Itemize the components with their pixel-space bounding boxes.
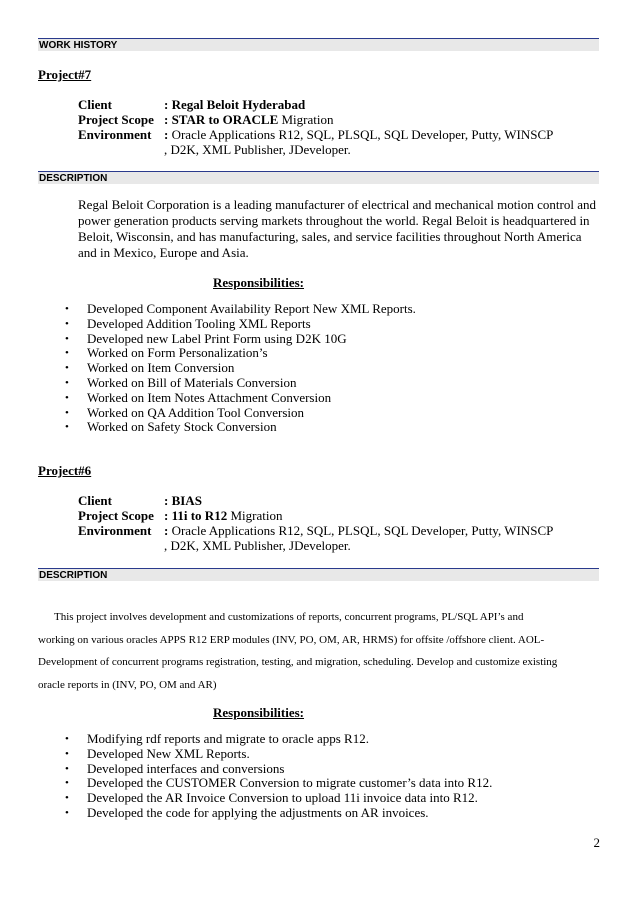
environment-value: Oracle Applications R12, SQL, PLSQL, SQL Developer, Putty, WINSCP (171, 523, 554, 538)
list-item: • Developed Component Availability Report New XML Reports. (62, 302, 416, 317)
project-7-description: Regal Beloit Corporation is a leading manufacturer of electrical and mechanical motion control and power generation products serving markets throughout the world. Regal Beloit is headquartered in Beloit, Wisconsin, and has manufacturing, sales, and service facilities throughout North America and in Mexico, Europe and Asia. (78, 197, 597, 260)
client-value: : Regal Beloit Hyderabad (164, 97, 306, 112)
scope-row (78, 508, 553, 523)
scope-label: Project Scope (78, 112, 154, 127)
scope-suffix: Migration (278, 112, 334, 127)
client-row (78, 493, 553, 508)
project-7-responsibilities-title: Responsibilities: (213, 275, 305, 290)
environment-row (78, 523, 553, 538)
description-line: This project involves development and customizations of reports, concurrent programs, PL/SQL API’s and (54, 611, 524, 623)
environment-label: Environment (78, 523, 152, 538)
list-item: • Worked on Bill of Materials Conversion (62, 376, 416, 391)
description-line: Development of concurrent programs registration, testing, and migration, scheduling. Develop and customize existing (38, 656, 558, 668)
list-item: • Developed Addition Tooling XML Reports (62, 317, 416, 332)
scope-row (78, 112, 553, 127)
list-item: • Worked on QA Addition Tool Conversion (62, 406, 416, 421)
environment-label: Environment (78, 127, 152, 142)
project-7-responsibilities (62, 302, 416, 435)
list-item: • Developed new Label Print Form using D2K 10G (62, 332, 416, 347)
list-item: • Worked on Item Notes Attachment Conversion (62, 391, 416, 406)
environment-continued: , D2K, XML Publisher, JDeveloper. (164, 538, 351, 553)
project-6-description (38, 606, 600, 696)
list-item: • Worked on Form Personalization’s (62, 346, 416, 361)
project-6-title: Project#6 (38, 463, 92, 478)
list-item: • Developed the CUSTOMER Conversion to migrate customer’s data into R12. (62, 776, 492, 791)
environment-colon: : (164, 127, 172, 142)
list-item: • Developed the AR Invoice Conversion to upload 11i invoice data into R12. (62, 791, 492, 806)
work-history-header: WORK HISTORY (38, 38, 599, 51)
description-line: working on various oracles APPS R12 ERP modules (INV, PO, OM, AR, HRMS) for offsite /offshore client. AOL- (38, 633, 545, 646)
client-label: Client (78, 97, 112, 112)
list-item: • Developed New XML Reports. (62, 747, 492, 762)
scope-prefix: : 11i to R12 (164, 508, 228, 523)
project-7-title: Project#7 (38, 67, 92, 82)
client-row (78, 97, 553, 112)
list-item: • Developed the code for applying the adjustments on AR invoices. (62, 806, 492, 821)
project-6-responsibilities-title: Responsibilities: (213, 705, 305, 720)
project-6-description-header: DESCRIPTION (38, 568, 599, 581)
environment-row (78, 127, 553, 142)
project-6-responsibilities (62, 732, 492, 821)
list-item: • Worked on Item Conversion (62, 361, 416, 376)
client-value: : BIAS (164, 493, 202, 508)
project-7-info (78, 97, 553, 157)
environment-colon: : (164, 523, 172, 538)
list-item: • Developed interfaces and conversions (62, 762, 492, 777)
scope-prefix: : STAR to ORACLE (164, 112, 279, 127)
scope-label: Project Scope (78, 508, 154, 523)
client-label: Client (78, 493, 112, 508)
project-7-description-header: DESCRIPTION (38, 171, 599, 184)
description-line: oracle reports in (INV, PO, OM and AR) (38, 678, 217, 691)
project-6-info (78, 493, 553, 553)
list-item: • Modifying rdf reports and migrate to oracle apps R12. (62, 732, 492, 747)
environment-continued: , D2K, XML Publisher, JDeveloper. (164, 142, 351, 157)
scope-suffix: Migration (227, 508, 283, 523)
page-number: 2 (593, 835, 600, 850)
environment-value: Oracle Applications R12, SQL, PLSQL, SQL Developer, Putty, WINSCP (171, 127, 554, 142)
list-item: • Worked on Safety Stock Conversion (62, 420, 416, 435)
